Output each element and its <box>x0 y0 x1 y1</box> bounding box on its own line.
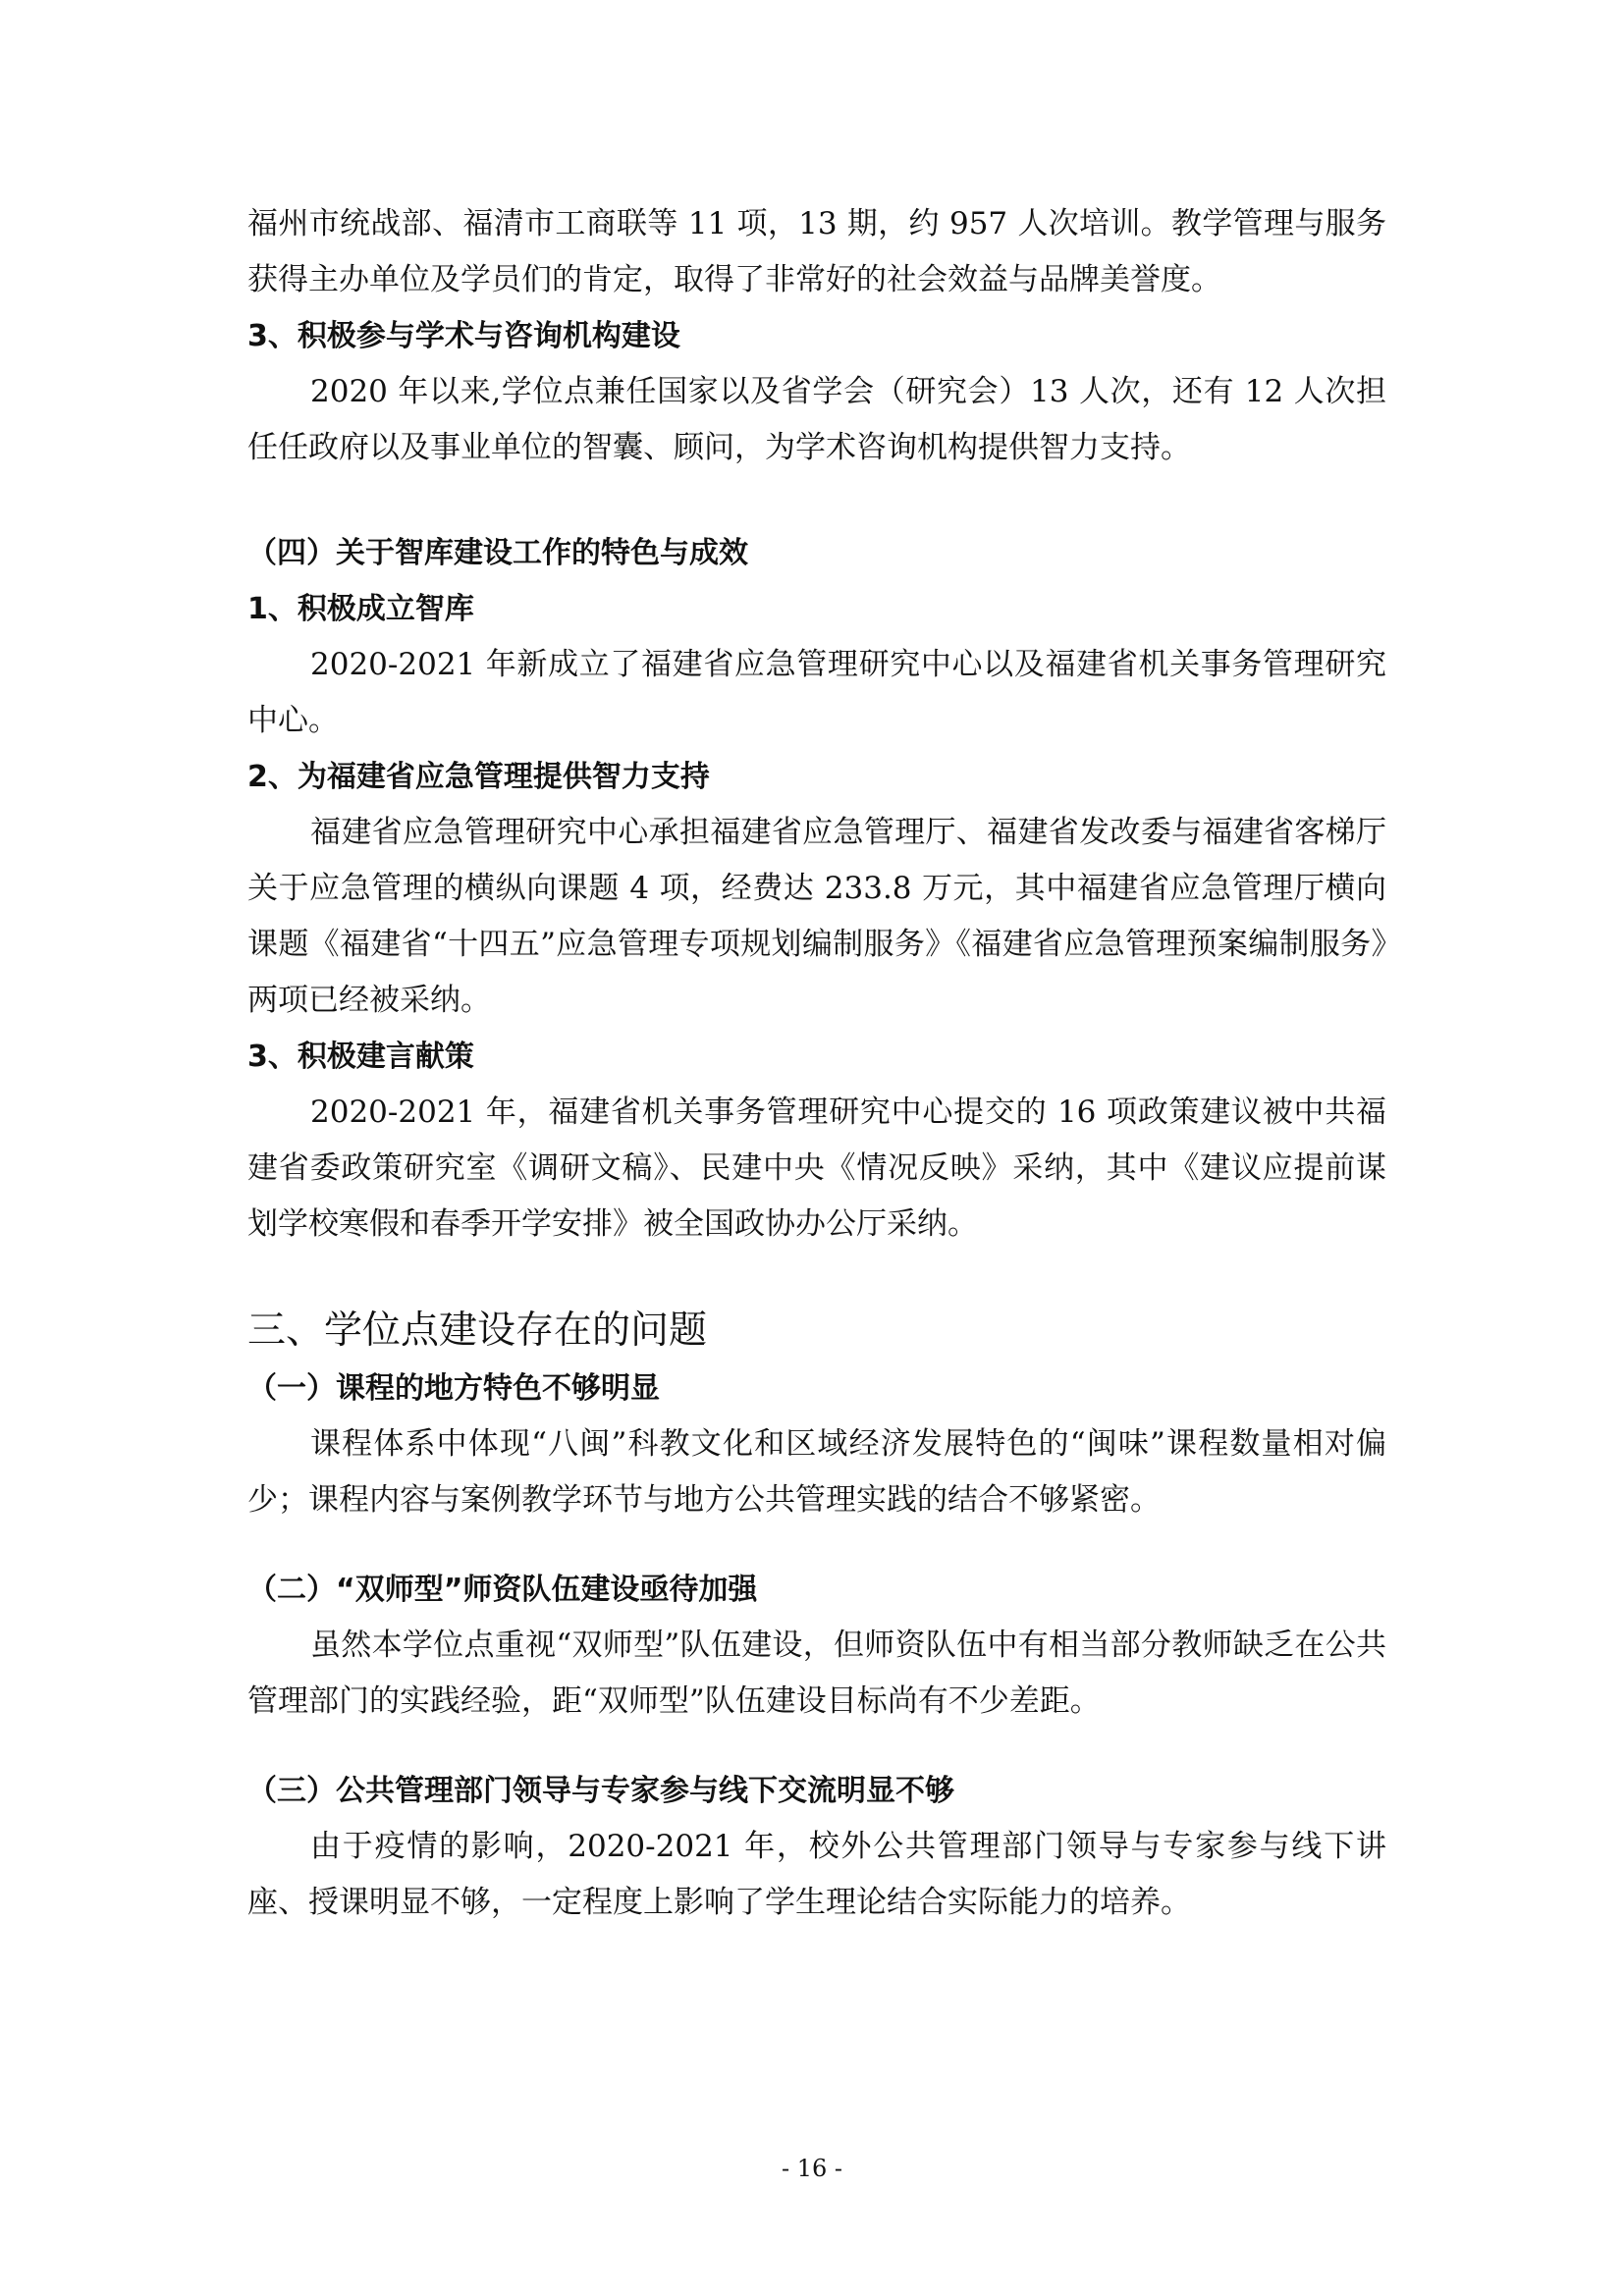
paragraph: 福州市统战部、福清市工商联等 11 项，13 期，约 957 人次培训。教学管理与服务获得主办单位及学员们的肯定，取得了非常好的社会效益与品牌美誉度。 <box>247 206 1386 297</box>
item-heading: 2、为福建省应急管理提供智力支持 <box>247 760 710 794</box>
subsection-heading: （三）公共管理部门领导与专家参与线下交流明显不够 <box>247 1774 954 1808</box>
subsection-heading: （四）关于智库建设工作的特色与成效 <box>247 536 748 570</box>
paragraph: 虽然本学位点重视“双师型”队伍建设，但师资队伍中有相当部分教师缺乏在公共管理部门的实践经验，距“双师型”队伍建设目标尚有不少差距。 <box>247 1628 1386 1719</box>
item-heading: 1、积极成立智库 <box>247 592 474 626</box>
paragraph: 福建省应急管理研究中心承担福建省应急管理厅、福建省发改委与福建省客梯厅关于应急管理的横纵向课题 4 项，经费达 233.8 万元，其中福建省应急管理厅横向课题《福建省“十四五”应急管理专项规划编制服务》《福建省应急管理预案编制服务》两项已经被采纳。 <box>247 815 1386 1018</box>
paragraph: 课程体系中体现“八闽”科教文化和区域经济发展特色的“闽味”课程数量相对偏少；课程内容与案例教学环节与地方公共管理实践的结合不够紧密。 <box>247 1426 1386 1518</box>
document-body <box>247 196 1386 1931</box>
subsection-heading: （一）课程的地方特色不够明显 <box>247 1371 660 1406</box>
section-heading: 三、学位点建设存在的问题 <box>247 1308 708 1353</box>
paragraph: 2020-2021 年，福建省机关事务管理研究中心提交的 16 项政策建议被中共福建省委政策研究室《调研文稿》、民建中央《情况反映》采纳，其中《建议应提前谋划学校寒假和春季开学安排》被全国政协办公厅采纳。 <box>247 1095 1386 1242</box>
page-number: - 16 - <box>781 2155 842 2182</box>
section-spacer <box>247 1253 1386 1302</box>
paragraph: 2020-2021 年新成立了福建省应急管理研究中心以及福建省机关事务管理研究中心。 <box>247 647 1386 738</box>
section-spacer <box>247 476 1386 525</box>
item-heading: 3、积极参与学术与咨询机构建设 <box>247 319 680 353</box>
subsection-heading: （二）“双师型”师资队伍建设亟待加强 <box>247 1573 758 1607</box>
section-spacer <box>247 1528 1386 1562</box>
section-spacer <box>247 1730 1386 1763</box>
paragraph: 2020 年以来,学位点兼任国家以及省学会（研究会）13 人次，还有 12 人次担任任政府以及事业单位的智囊、顾问，为学术咨询机构提供智力支持。 <box>247 374 1386 465</box>
paragraph: 由于疫情的影响，2020-2021 年，校外公共管理部门领导与专家参与线下讲座、授课明显不够，一定程度上影响了学生理论结合实际能力的培养。 <box>247 1829 1386 1920</box>
item-heading: 3、积极建言献策 <box>247 1040 474 1074</box>
